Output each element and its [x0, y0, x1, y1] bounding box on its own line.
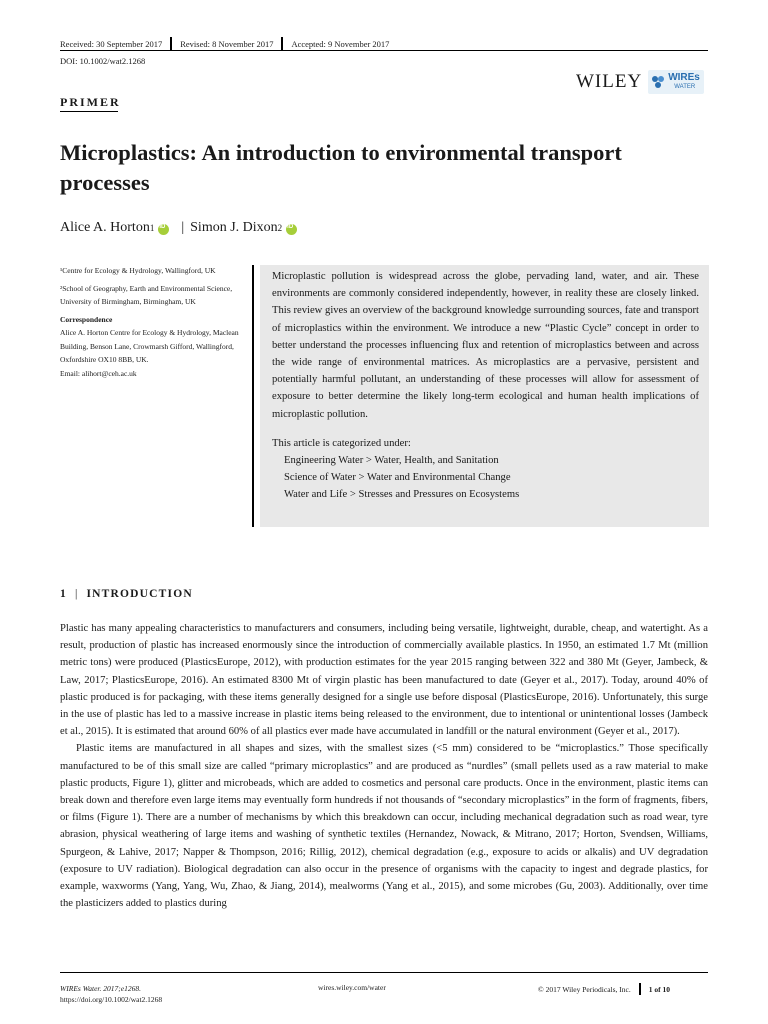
- article-type: PRIMER: [60, 95, 121, 109]
- categories-heading: This article is categorized under:: [272, 437, 411, 449]
- footer-copyright: © 2017 Wiley Periodicals, Inc.: [538, 984, 631, 994]
- body-paragraph: Plastic has many appealing characteristics to manufacturers and consumers, including being versatile, lightweight, durable, cheap, and watertight. As a result, production of plastic has increased enormously since the introduction of commercially available plastics. In 1950, an estimated 1.7 Mt (million metric tons) were produced (PlasticsEurope, 2012), with production estimates for the year 2015 ranging between 322 and 380 Mt (Geyer, Jambeck, & Law, 2017; PlasticsEurope, 2016). An estimated 8300 Mt of virgin plastic has been manufactured to date (Geyer et al., 2017). Today, around 40% of plastic produced is for packaging, with these items generally designed for a single use before disposal (PlasticsEurope, 2016). Unfortunately, this surge in the use of plastic has led to a massive increase in plastic items being released to the environment, due to intentional or unintentional losses (Jambeck et al., 2015). It is estimated that around 60% of all plastics ever made have accumulated in landfill or the natural environment (Geyer et al., 2017).: [60, 623, 708, 738]
- author-separator: |: [181, 220, 185, 235]
- correspondence-email: Email: alihort@ceh.ac.uk: [60, 368, 137, 378]
- body-paragraph: Plastic items are manufactured in all shapes and sizes, with the smallest sizes (<5 mm) considered to be “microplastics.” Those specifically manufactured to be of this small size are called “primary microplastics” and are produced as “nurdles” (small pellets used as a raw material to make plastic products, Figure 1), glitter and microbeads, which are added to cosmetics and personal care products. Once in the environment, plastic items can break down and therefore even large items may eventually form hundreds if not thousands of “secondary microplastics” in the form of fragments, fibers, or films (Figure 1). There are a number of mechanisms by which this breakdown can occur, including mechanical degradation such as road wear, tyre abrasion, physical weathering of large items and washing of synthetic textiles (Hernandez, Nowack, & Mitrano, 2017; Horton, Svendsen, Williams, Spurgeon, & Lahive, 2017; Napper & Thompson, 2016; Rillig, 2012), chemical degradation (e.g., exposure to acids or alkalis) and UV degradation (exposure to UV radiation). Biological degradation can also occur in the presence of organisms with the capacity to ingest and degrade plastics, for example, waxworms (Yang, Yang, Wu, Zhao, & Jiang, 2014), mealworms (Yang et al., 2015), and some microbes (Gu, 2003). Additionally, over time the plasticizers added to plastics during: [60, 743, 708, 910]
- accepted-date: Accepted: 9 November 2017: [291, 39, 390, 49]
- footer-doi-link[interactable]: https://doi.org/10.1002/wat2.1268: [60, 995, 163, 1004]
- body-text: [60, 620, 708, 912]
- section-separator: |: [74, 588, 79, 600]
- author-name: Simon J. Dixon: [190, 220, 278, 235]
- revised-date: Revised: 8 November 2017: [180, 39, 274, 49]
- abstract-divider: [252, 265, 254, 527]
- section-heading: [60, 588, 193, 600]
- correspondence-heading: Correspondence: [60, 314, 113, 324]
- date-divider: [170, 37, 172, 51]
- date-divider: [281, 37, 283, 51]
- orcid-icon[interactable]: [286, 224, 297, 235]
- abstract-text: Microplastic pollution is widespread across the globe, pervading land, water, and air. These environments are commonly considered independently, however, in reality these are closely linked. This review gives an overview of the background knowledge surrounding sources, fate and transport of microplastics within the environment. We introduce a new “Plastic Cycle” concept in order to better understand the processes influencing flux and retention of microplastics between and across the wide range of environmental matrices. As microplastics are a pervasive, persistent and potentially harmful pollutant, an understanding of these processes will allow for assessment of exposure to better determine the likely long-term ecological and human health implications of microplastic pollution.: [272, 271, 699, 420]
- doi: DOI: 10.1002/wat2.1268: [60, 56, 146, 66]
- footer-divider: [639, 983, 641, 995]
- category-item[interactable]: Water and Life > Stresses and Pressures on Ecosystems: [284, 489, 520, 501]
- received-date: Received: 30 September 2017: [60, 39, 163, 49]
- footer-site-link[interactable]: wires.wiley.com/water: [318, 983, 386, 992]
- abstract: [260, 265, 709, 527]
- affiliations: [60, 264, 245, 384]
- category-item[interactable]: Science of Water > Water and Environmental Change: [284, 472, 511, 484]
- wires-sub: WATER: [674, 84, 696, 90]
- correspondence-address: Alice A. Horton Centre for Ecology & Hydrology, Maclean Building, Benson Lane, Crowmarsh Gifford, Wallingford, Oxfordshire OX10 8BB, UK.: [60, 328, 239, 364]
- footer-journal: WIREs Water. 2017;e1268.: [60, 984, 141, 993]
- footer-right: [538, 983, 670, 995]
- wires-water-logo: [648, 70, 704, 94]
- header-rule: [60, 50, 708, 51]
- water-drop-icon: [651, 74, 665, 90]
- footer-rule: [60, 972, 708, 973]
- author-affiliation-mark: 2: [277, 223, 283, 233]
- section-number: 1: [60, 588, 67, 600]
- article-type-underline: [60, 111, 118, 112]
- article-dates: [60, 37, 389, 51]
- orcid-icon[interactable]: [158, 224, 169, 235]
- category-item[interactable]: Engineering Water > Water, Health, and Sanitation: [284, 455, 499, 467]
- affiliation-1: ¹Centre for Ecology & Hydrology, Wallingford, UK: [60, 266, 216, 275]
- affiliation-2: ²School of Geography, Earth and Environmental Science, University of Birmingham, Birmingham, UK: [60, 283, 233, 306]
- publisher-logo: [576, 70, 704, 94]
- wiley-wordmark: WILEY: [576, 71, 643, 92]
- page-number: 1 of 10: [648, 984, 670, 994]
- author-name: Alice A. Horton: [60, 220, 150, 235]
- author-list: [60, 220, 303, 236]
- footer-citation: [60, 983, 162, 1005]
- article-title: Microplastics: An introduction to environmental transport processes: [60, 140, 622, 195]
- author-affiliation-mark: 1: [149, 223, 155, 233]
- wires-mark: WIREs: [668, 72, 700, 83]
- section-title: INTRODUCTION: [86, 588, 193, 600]
